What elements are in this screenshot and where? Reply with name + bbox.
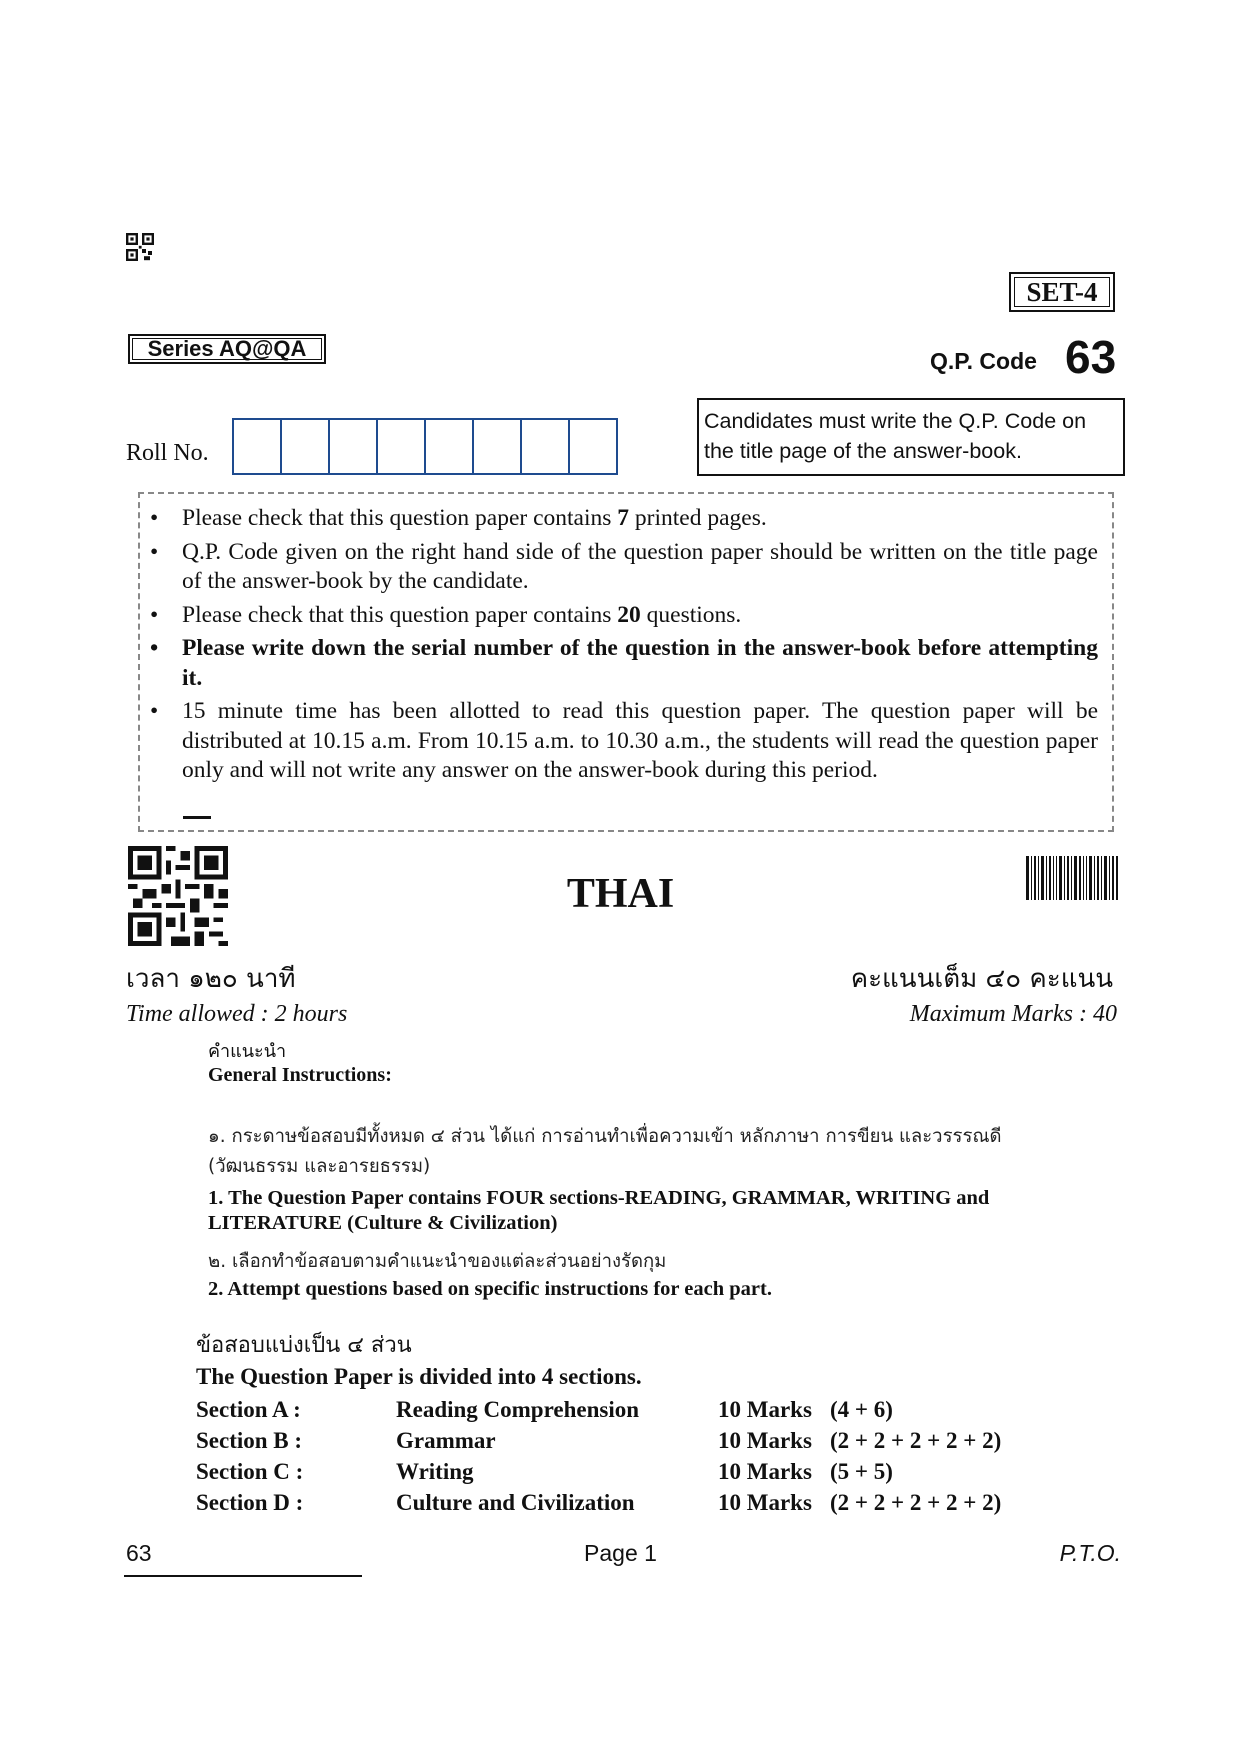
candidate-note-box: Candidates must write the Q.P. Code on the title page of the answer-book. bbox=[697, 398, 1125, 476]
roll-digit-box[interactable] bbox=[328, 418, 378, 475]
roll-digit-box[interactable] bbox=[472, 418, 522, 475]
general-instructions-heading: General Instructions: bbox=[208, 1064, 392, 1086]
maximum-marks: Maximum Marks : 40 bbox=[909, 1001, 1117, 1027]
set-label: SET-4 bbox=[1009, 272, 1115, 312]
roll-digit-box[interactable] bbox=[568, 418, 618, 475]
sections-table bbox=[196, 1394, 1001, 1518]
roll-number-boxes[interactable] bbox=[232, 418, 616, 475]
subject-title: THAI bbox=[566, 871, 675, 917]
roll-digit-box[interactable] bbox=[424, 418, 474, 475]
time-thai: เวลา ๑๒๐ นาที bbox=[126, 964, 296, 994]
roll-digit-box[interactable] bbox=[520, 418, 570, 475]
instructions-list bbox=[150, 504, 1098, 790]
marks-thai: คะแนนเต็ม ๔๐ คะแนน bbox=[850, 964, 1113, 994]
instruction-2-english: 2. Attempt questions based on specific instructions for each part. bbox=[208, 1278, 772, 1300]
qr-code-small-icon bbox=[126, 233, 154, 261]
instruction-item: • Please check that this question paper contains 20 questions. bbox=[150, 601, 1098, 631]
barcode-icon bbox=[1026, 856, 1118, 900]
page-number: Page 1 bbox=[584, 1540, 657, 1566]
roll-digit-box[interactable] bbox=[280, 418, 330, 475]
instruction-item: • Q.P. Code given on the right hand side of the question paper should be written on the title page of the answer-book by the candidate. bbox=[150, 538, 1098, 597]
qp-code-value: 63 bbox=[1065, 331, 1117, 383]
section-row: Section C : Writing 10 Marks (5 + 5) bbox=[196, 1458, 893, 1484]
instruction-1-english: 1. The Question Paper contains FOUR sections-READING, GRAMMAR, WRITING and LITERATURE (Culture & Civilization) bbox=[208, 1187, 990, 1234]
section-row: Section A : Reading Comprehension 10 Marks (4 + 6) bbox=[196, 1396, 893, 1422]
please-turn-over: P.T.O. bbox=[1059, 1540, 1121, 1566]
qp-code-label: Q.P. Code bbox=[930, 348, 1037, 374]
instruction-2-thai: ๒. เลือกทำข้อสอบตามคำแนะนำของแต่ละส่วนอย่างรัดกุม bbox=[208, 1251, 667, 1272]
footer-rule bbox=[124, 1575, 362, 1577]
general-instructions-thai: คำแนะนำ bbox=[208, 1041, 287, 1062]
series-label: Series AQ@QA bbox=[128, 334, 326, 364]
division-english: The Question Paper is divided into 4 sections. bbox=[196, 1364, 642, 1389]
roll-number-label: Roll No. bbox=[126, 440, 209, 466]
section-row: Section B : Grammar 10 Marks (2 + 2 + 2 + 2 + 2) bbox=[196, 1427, 1002, 1453]
roll-digit-box[interactable] bbox=[376, 418, 426, 475]
underline-mark bbox=[183, 816, 211, 819]
division-thai: ข้อสอบแบ่งเป็น ๔ ส่วน bbox=[196, 1333, 412, 1358]
roll-digit-box[interactable] bbox=[232, 418, 282, 475]
instruction-item: • 15 minute time has been allotted to read this question paper. The question paper will be distributed at 10.15 a.m. From 10.15 a.m. to 10.30 a.m., the students will read the question paper only and will not write any answer on the answer-book during this period. bbox=[150, 697, 1098, 786]
instruction-item: • Please write down the serial number of the question in the answer-book before attempting it. bbox=[150, 634, 1098, 693]
instruction-1-thai: ๑. กระดาษข้อสอบมีทั้งหมด ๔ ส่วน ได้แก่ การอ่านทำเพื่อความเข้า หลักภาษา การขียน และวรรรณดี (วัฒนธรรม และอารยธรรม) bbox=[208, 1126, 1002, 1177]
section-row: Section D : Culture and Civilization 10 Marks (2 + 2 + 2 + 2 + 2) bbox=[196, 1489, 1002, 1515]
footer-code: 63 bbox=[126, 1540, 152, 1566]
instruction-item: • Please check that this question paper contains 7 printed pages. bbox=[150, 504, 1098, 534]
time-allowed: Time allowed : 2 hours bbox=[126, 1001, 348, 1027]
